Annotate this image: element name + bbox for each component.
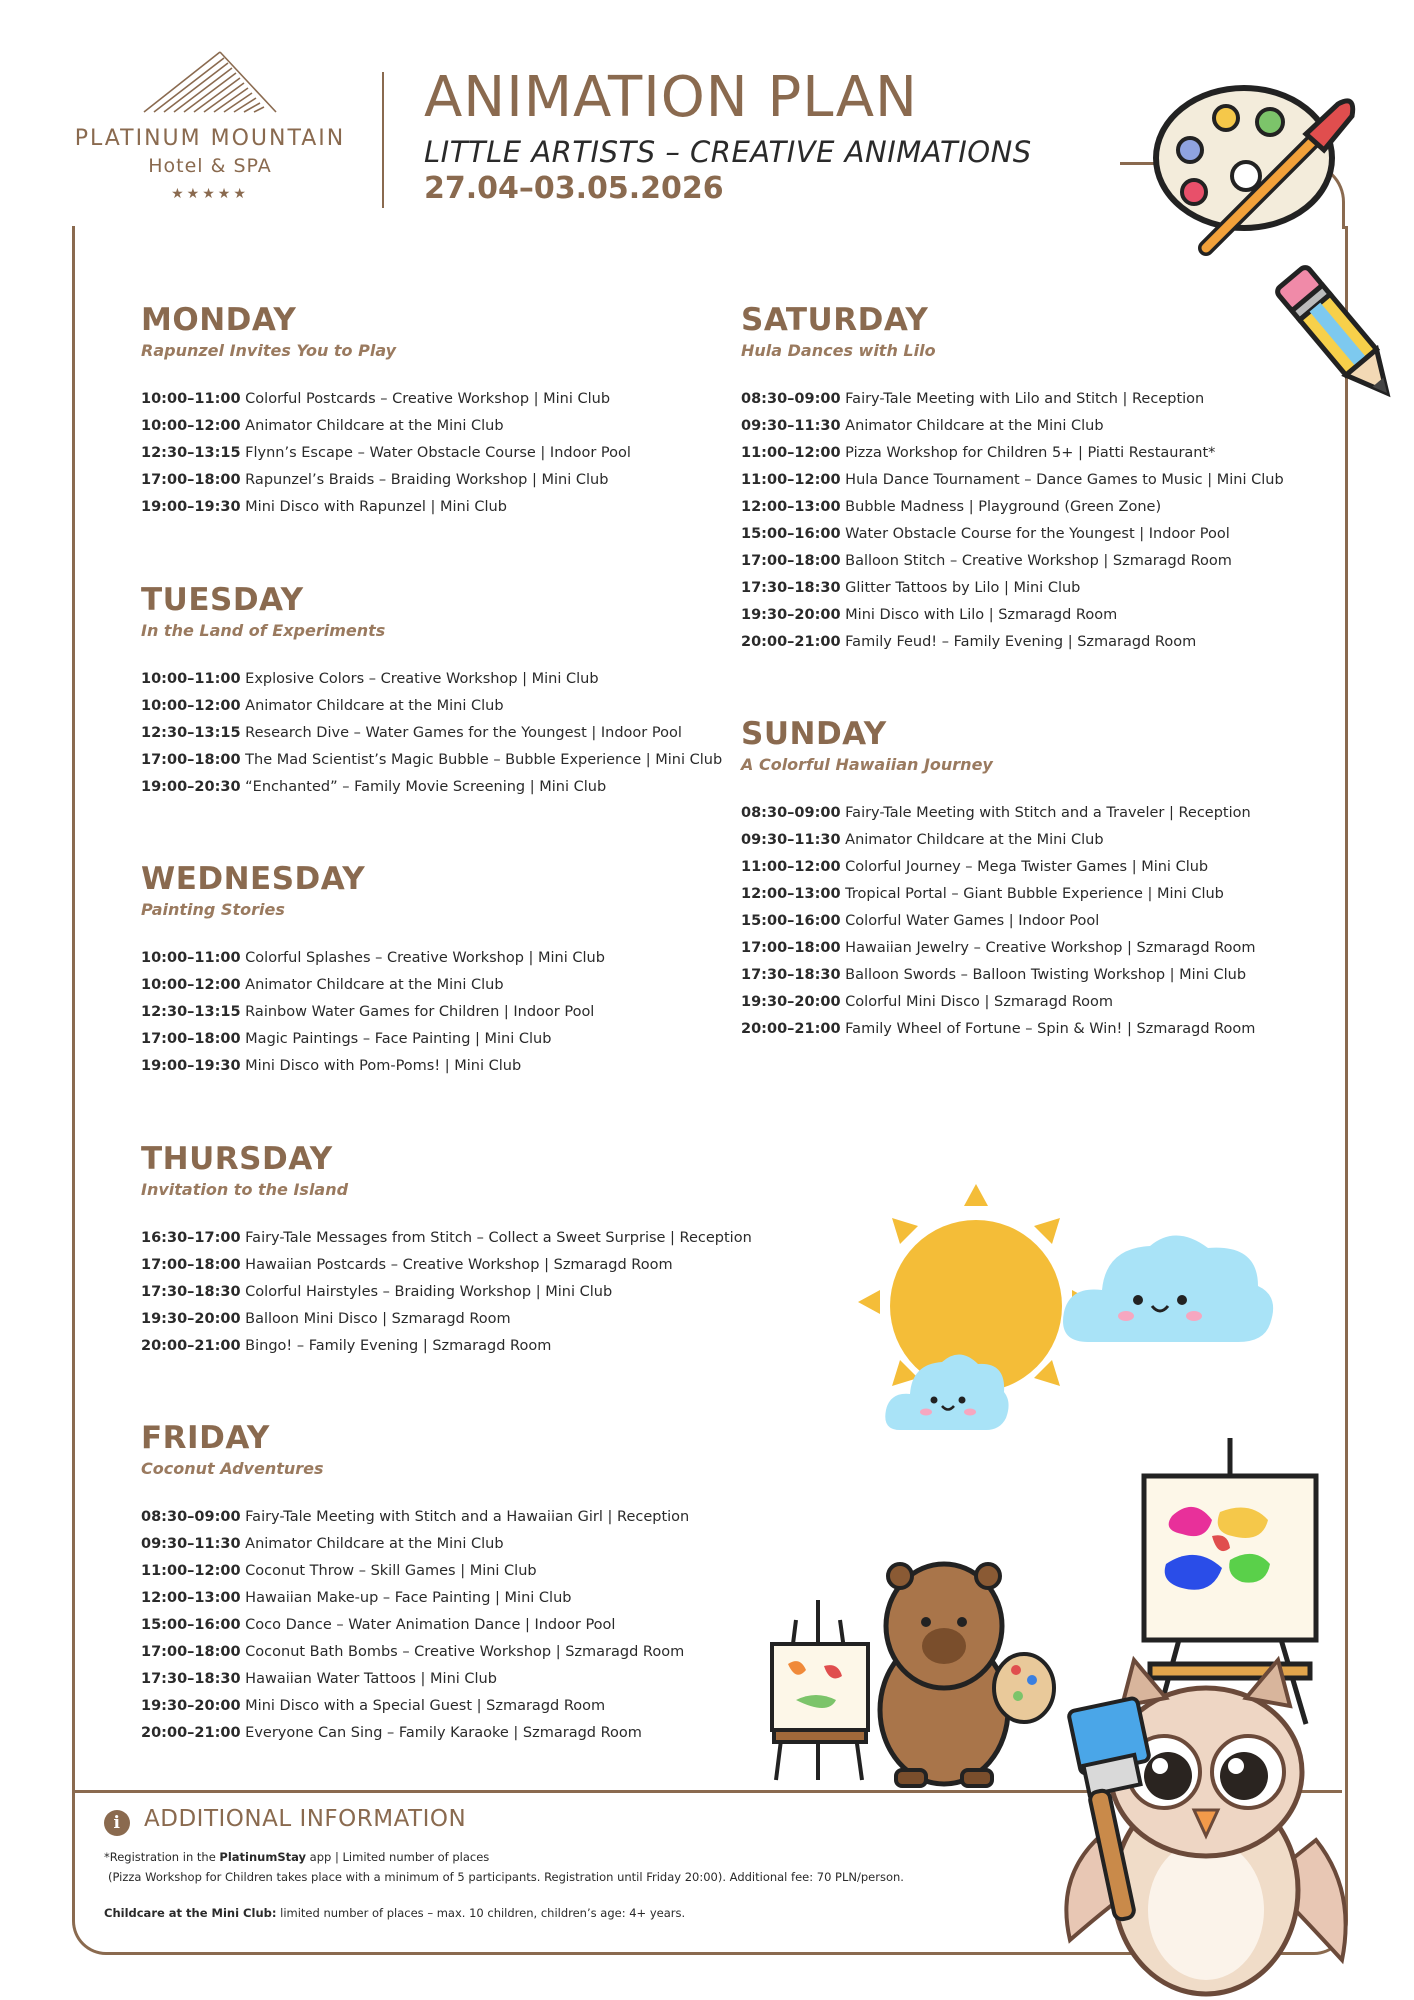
event-description: Animator Childcare at the Mini Club bbox=[245, 1536, 504, 1552]
event-item bbox=[141, 1504, 689, 1531]
event-description: Animator Childcare at the Mini Club bbox=[245, 698, 504, 714]
event-description: Balloon Swords – Balloon Twisting Workshop | Mini Club bbox=[845, 967, 1247, 983]
event-item bbox=[741, 413, 1284, 440]
event-description: Tropical Portal – Giant Bubble Experience | Mini Club bbox=[845, 886, 1224, 902]
event-time: 17:00–18:00 bbox=[141, 1031, 241, 1047]
event-item bbox=[741, 881, 1255, 908]
event-item bbox=[741, 494, 1284, 521]
event-time: 20:00–21:00 bbox=[741, 634, 841, 650]
event-item bbox=[141, 747, 722, 774]
event-item bbox=[141, 1306, 752, 1333]
palette-icon bbox=[1146, 80, 1376, 270]
event-description: Colorful Mini Disco | Szmaragd Room bbox=[845, 994, 1114, 1010]
event-item bbox=[141, 494, 631, 521]
event-description: Fairy-Tale Meeting with Stitch and a Traveler | Reception bbox=[845, 805, 1251, 821]
event-time: 10:00–12:00 bbox=[141, 418, 241, 434]
event-item bbox=[141, 1279, 752, 1306]
event-description: Research Dive – Water Games for the Youngest | Indoor Pool bbox=[245, 725, 682, 741]
event-item bbox=[741, 521, 1284, 548]
event-description: Colorful Postcards – Creative Workshop | Mini Club bbox=[245, 391, 611, 407]
event-description: Coconut Bath Bombs – Creative Workshop | Szmaragd Room bbox=[245, 1644, 685, 1660]
event-time: 11:00–12:00 bbox=[741, 472, 841, 488]
event-description: Bubble Madness | Playground (Green Zone) bbox=[845, 499, 1162, 515]
day-thursday bbox=[141, 1141, 752, 1360]
event-item bbox=[741, 989, 1255, 1016]
event-item bbox=[141, 1612, 689, 1639]
event-description: Hula Dance Tournament – Dance Games to Music | Mini Club bbox=[845, 472, 1284, 488]
cloud-icon bbox=[1058, 1224, 1278, 1354]
day-theme: Invitation to the Island bbox=[141, 1180, 349, 1199]
event-item bbox=[141, 440, 631, 467]
event-time: 15:00–16:00 bbox=[741, 526, 841, 542]
event-time: 20:00–21:00 bbox=[141, 1725, 241, 1741]
pencil-icon bbox=[1270, 262, 1410, 412]
owl-painter-icon bbox=[1056, 1640, 1356, 1998]
event-description: Mini Disco with Rapunzel | Mini Club bbox=[245, 499, 507, 515]
event-description: Hawaiian Jewelry – Creative Workshop | Szmaragd Room bbox=[845, 940, 1256, 956]
event-description: “Enchanted” – Family Movie Screening | Mini Club bbox=[245, 779, 607, 795]
event-description: Pizza Workshop for Children 5+ | Piatti Restaurant* bbox=[845, 445, 1216, 461]
event-description: Coconut Throw – Skill Games | Mini Club bbox=[245, 1563, 537, 1579]
event-time: 08:30–09:00 bbox=[741, 805, 841, 821]
event-time: 08:30–09:00 bbox=[141, 1509, 241, 1525]
day-sunday bbox=[741, 716, 1256, 1043]
event-time: 19:30–20:00 bbox=[741, 607, 841, 623]
event-item bbox=[141, 1531, 689, 1558]
event-description: Rapunzel’s Braids – Braiding Workshop | Mini Club bbox=[245, 472, 609, 488]
event-description: Mini Disco with Pom-Poms! | Mini Club bbox=[245, 1058, 522, 1074]
event-list bbox=[141, 1504, 689, 1747]
event-description: Fairy-Tale Meeting with Lilo and Stitch | Reception bbox=[845, 391, 1205, 407]
day-name: MONDAY bbox=[141, 302, 297, 338]
event-list bbox=[141, 1225, 752, 1360]
event-time: 19:00–20:30 bbox=[141, 779, 241, 795]
event-time: 17:00–18:00 bbox=[141, 472, 241, 488]
event-description: Magic Paintings – Face Painting | Mini Club bbox=[245, 1031, 552, 1047]
event-item bbox=[141, 1666, 689, 1693]
cloud-icon bbox=[882, 1346, 1012, 1438]
app-name: PlatinumStay bbox=[219, 1850, 307, 1864]
day-name: FRIDAY bbox=[141, 1420, 270, 1456]
event-description: Colorful Water Games | Indoor Pool bbox=[845, 913, 1100, 929]
event-item bbox=[141, 1585, 689, 1612]
event-description: Colorful Splashes – Creative Workshop | Mini Club bbox=[245, 950, 605, 966]
info-icon: i bbox=[104, 1810, 130, 1836]
event-time: 17:30–18:30 bbox=[741, 967, 841, 983]
event-item bbox=[741, 440, 1284, 467]
brand-name: PLATINUM MOUNTAIN bbox=[74, 126, 346, 151]
event-time: 10:00–12:00 bbox=[141, 977, 241, 993]
event-time: 17:30–18:30 bbox=[741, 580, 841, 596]
event-time: 17:30–18:30 bbox=[141, 1671, 241, 1687]
header-divider bbox=[382, 72, 384, 208]
event-description: Fairy-Tale Messages from Stitch – Collect a Sweet Surprise | Reception bbox=[245, 1230, 752, 1246]
event-time: 12:00–13:00 bbox=[141, 1590, 241, 1606]
event-description: Flynn’s Escape – Water Obstacle Course | Indoor Pool bbox=[245, 445, 631, 461]
event-item bbox=[741, 854, 1255, 881]
day-theme: Painting Stories bbox=[141, 900, 285, 919]
event-time: 10:00–12:00 bbox=[141, 698, 241, 714]
event-time: 19:00–19:30 bbox=[141, 499, 241, 515]
additional-info-title: ADDITIONAL INFORMATION bbox=[144, 1806, 467, 1832]
event-time: 15:00–16:00 bbox=[741, 913, 841, 929]
day-wednesday bbox=[141, 861, 605, 1080]
day-friday bbox=[141, 1420, 690, 1747]
event-time: 11:00–12:00 bbox=[741, 445, 841, 461]
date-range: 27.04–03.05.2026 bbox=[424, 171, 724, 206]
event-item bbox=[741, 467, 1284, 494]
event-item bbox=[141, 467, 631, 494]
event-time: 19:30–20:00 bbox=[741, 994, 841, 1010]
hotel-logo bbox=[60, 48, 360, 238]
event-description: Animator Childcare at the Mini Club bbox=[245, 418, 504, 434]
event-description: Everyone Can Sing – Family Karaoke | Szmaragd Room bbox=[245, 1725, 642, 1741]
event-item bbox=[141, 413, 631, 440]
event-time: 19:30–20:00 bbox=[141, 1698, 241, 1714]
event-description: Fairy-Tale Meeting with Stitch and a Hawaiian Girl | Reception bbox=[245, 1509, 690, 1525]
event-item bbox=[141, 1225, 752, 1252]
event-item bbox=[741, 386, 1284, 413]
additional-info-heading bbox=[104, 1806, 466, 1836]
event-item bbox=[741, 602, 1284, 629]
event-item bbox=[741, 548, 1284, 575]
event-time: 12:00–13:00 bbox=[741, 886, 841, 902]
event-time: 17:30–18:30 bbox=[141, 1284, 241, 1300]
event-item bbox=[741, 908, 1255, 935]
event-time: 09:30–11:30 bbox=[141, 1536, 241, 1552]
event-item bbox=[741, 629, 1284, 656]
event-time: 09:30–11:30 bbox=[741, 418, 841, 434]
event-description: Hawaiian Water Tattoos | Mini Club bbox=[245, 1671, 497, 1687]
day-name: SATURDAY bbox=[741, 302, 929, 338]
day-name: THURSDAY bbox=[141, 1141, 333, 1177]
event-description: Animator Childcare at the Mini Club bbox=[845, 418, 1104, 434]
event-list bbox=[141, 386, 631, 521]
event-list bbox=[141, 945, 605, 1080]
event-item bbox=[141, 666, 722, 693]
event-time: 20:00–21:00 bbox=[141, 1338, 241, 1354]
event-time: 10:00–11:00 bbox=[141, 950, 241, 966]
event-item bbox=[141, 386, 631, 413]
event-description: Colorful Journey – Mega Twister Games | Mini Club bbox=[845, 859, 1209, 875]
event-item bbox=[141, 945, 605, 972]
event-description: Bingo! – Family Evening | Szmaragd Room bbox=[245, 1338, 552, 1354]
event-time: 16:30–17:00 bbox=[141, 1230, 241, 1246]
day-tuesday bbox=[141, 582, 723, 801]
capybara-painter-icon bbox=[766, 1540, 1056, 1790]
event-time: 12:30–13:15 bbox=[141, 725, 241, 741]
event-time: 17:00–18:00 bbox=[741, 553, 841, 569]
event-description: Water Obstacle Course for the Youngest | Indoor Pool bbox=[845, 526, 1230, 542]
pizza-note: (Pizza Workshop for Children takes place with a minimum of 5 participants. Registration until Friday 20:00). Additional fee: 70 PLN/person. bbox=[108, 1870, 904, 1884]
event-description: Hawaiian Make-up – Face Painting | Mini Club bbox=[245, 1590, 572, 1606]
event-item bbox=[741, 962, 1255, 989]
event-time: 08:30–09:00 bbox=[741, 391, 841, 407]
event-description: Hawaiian Postcards – Creative Workshop | Szmaragd Room bbox=[245, 1257, 673, 1273]
event-list bbox=[741, 800, 1255, 1043]
event-item bbox=[141, 1558, 689, 1585]
event-item bbox=[741, 800, 1255, 827]
event-item bbox=[741, 1016, 1255, 1043]
event-item bbox=[141, 1333, 752, 1360]
event-description: Animator Childcare at the Mini Club bbox=[245, 977, 504, 993]
day-theme: In the Land of Experiments bbox=[141, 621, 386, 640]
day-theme: Hula Dances with Lilo bbox=[741, 341, 936, 360]
event-item bbox=[141, 1693, 689, 1720]
event-item bbox=[141, 1026, 605, 1053]
event-time: 12:00–13:00 bbox=[741, 499, 841, 515]
event-time: 19:00–19:30 bbox=[141, 1058, 241, 1074]
event-description: Glitter Tattoos by Lilo | Mini Club bbox=[845, 580, 1081, 596]
event-time: 11:00–12:00 bbox=[741, 859, 841, 875]
event-item bbox=[741, 935, 1255, 962]
event-item bbox=[141, 720, 722, 747]
childcare-note: Childcare at the Mini Club: limited number of places – max. 10 children, children’s age: 4+ years. bbox=[104, 1906, 686, 1920]
page-subtitle: LITTLE ARTISTS – CREATIVE ANIMATIONS bbox=[424, 135, 1032, 169]
event-time: 20:00–21:00 bbox=[741, 1021, 841, 1037]
event-time: 15:00–16:00 bbox=[141, 1617, 241, 1633]
hotel-stars: ★★★★★ bbox=[171, 185, 249, 201]
event-description: Explosive Colors – Creative Workshop | Mini Club bbox=[245, 671, 599, 687]
event-item bbox=[141, 1053, 605, 1080]
event-description: The Mad Scientist’s Magic Bubble – Bubble Experience | Mini Club bbox=[245, 752, 723, 768]
event-time: 10:00–11:00 bbox=[141, 671, 241, 687]
event-time: 17:00–18:00 bbox=[141, 1257, 241, 1273]
event-description: Mini Disco with a Special Guest | Szmaragd Room bbox=[245, 1698, 606, 1714]
registration-note: *Registration in the PlatinumStay app | Limited number of places bbox=[104, 1850, 490, 1864]
event-item bbox=[741, 827, 1255, 854]
event-item bbox=[141, 774, 722, 801]
event-description: Rainbow Water Games for Children | Indoor Pool bbox=[245, 1004, 595, 1020]
event-description: Colorful Hairstyles – Braiding Workshop | Mini Club bbox=[245, 1284, 613, 1300]
day-theme: Coconut Adventures bbox=[141, 1459, 324, 1478]
event-item bbox=[141, 972, 605, 999]
day-saturday bbox=[741, 302, 1284, 656]
day-name: WEDNESDAY bbox=[141, 861, 366, 897]
page-title: ANIMATION PLAN bbox=[424, 65, 918, 130]
day-monday bbox=[141, 302, 631, 521]
event-time: 09:30–11:30 bbox=[741, 832, 841, 848]
event-list bbox=[141, 666, 722, 801]
event-description: Mini Disco with Lilo | Szmaragd Room bbox=[845, 607, 1118, 623]
event-item bbox=[141, 1720, 689, 1747]
event-time: 10:00–11:00 bbox=[141, 391, 241, 407]
brand-subtitle: Hotel & SPA bbox=[148, 155, 272, 177]
day-name: SUNDAY bbox=[741, 716, 887, 752]
event-time: 19:30–20:00 bbox=[141, 1311, 241, 1327]
event-time: 17:00–18:00 bbox=[741, 940, 841, 956]
event-time: 12:30–13:15 bbox=[141, 445, 241, 461]
event-time: 11:00–12:00 bbox=[141, 1563, 241, 1579]
day-name: TUESDAY bbox=[141, 582, 304, 618]
event-item bbox=[741, 575, 1284, 602]
event-time: 17:00–18:00 bbox=[141, 1644, 241, 1660]
event-item bbox=[141, 1252, 752, 1279]
event-description: Family Feud! – Family Evening | Szmaragd Room bbox=[845, 634, 1197, 650]
event-item bbox=[141, 1639, 689, 1666]
event-description: Balloon Stitch – Creative Workshop | Szmaragd Room bbox=[845, 553, 1232, 569]
event-time: 12:30–13:15 bbox=[141, 1004, 241, 1020]
event-item bbox=[141, 999, 605, 1026]
event-list bbox=[741, 386, 1284, 656]
event-item bbox=[141, 693, 722, 720]
day-theme: Rapunzel Invites You to Play bbox=[141, 341, 397, 360]
event-description: Coco Dance – Water Animation Dance | Indoor Pool bbox=[245, 1617, 616, 1633]
day-theme: A Colorful Hawaiian Journey bbox=[741, 755, 993, 774]
event-time: 17:00–18:00 bbox=[141, 752, 241, 768]
event-description: Animator Childcare at the Mini Club bbox=[845, 832, 1104, 848]
event-description: Family Wheel of Fortune – Spin & Win! | Szmaragd Room bbox=[845, 1021, 1256, 1037]
mountain-logo-icon bbox=[140, 48, 280, 118]
event-description: Balloon Mini Disco | Szmaragd Room bbox=[245, 1311, 511, 1327]
